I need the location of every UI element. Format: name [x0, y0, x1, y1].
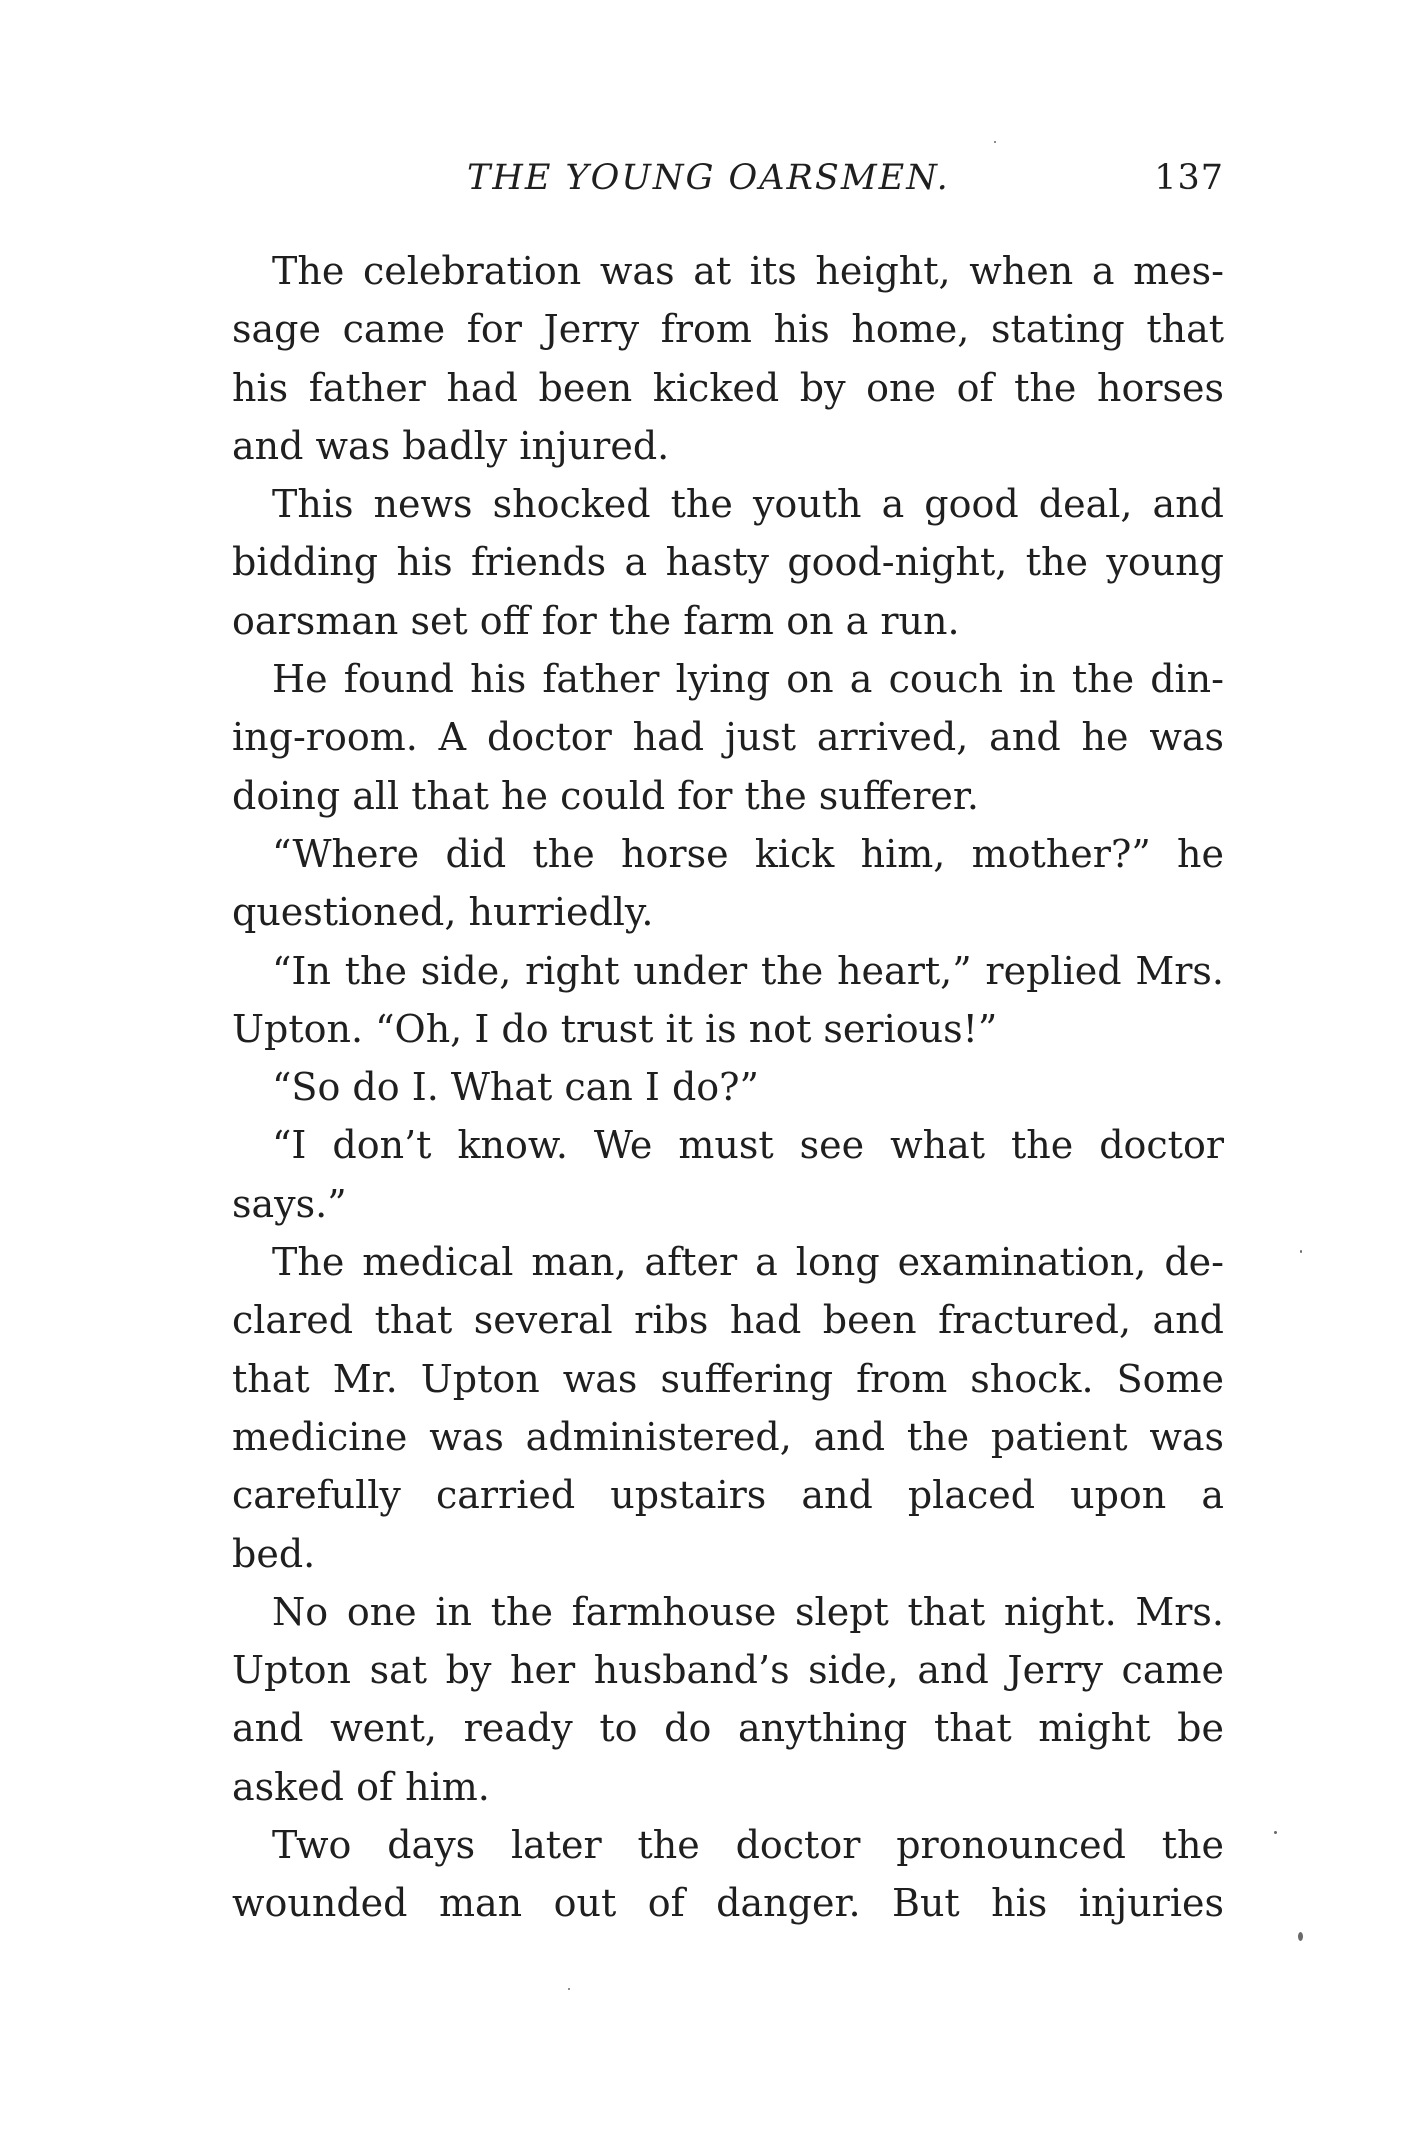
text-line: questioned, hurriedly.	[232, 890, 654, 935]
ink-speck	[1300, 1250, 1302, 1253]
text-line: This news shocked the youth a good deal, and	[272, 482, 1224, 527]
running-head	[232, 152, 1224, 204]
text-line: that Mr. Upton was suffering from shock. Some	[232, 1356, 1224, 1401]
body-text	[232, 242, 1224, 1933]
ink-speck	[568, 1988, 570, 1990]
text-line: bed.	[232, 1531, 316, 1576]
ink-speck	[1274, 1831, 1277, 1834]
text-line: asked of him.	[232, 1764, 490, 1809]
text-line: his father had been kicked by one of the horses	[232, 365, 1224, 410]
text-line: doing all that he could for the sufferer.	[232, 773, 979, 818]
text-line: “Where did the horse kick him, mother?” he	[272, 831, 1224, 876]
text-line: “In the side, right under the heart,” replied Mrs.	[272, 948, 1224, 993]
text-line: “I don’t know. We must see what the doctor	[272, 1123, 1224, 1168]
text-line: carefully carried upstairs and placed upon a	[232, 1473, 1224, 1518]
page-number: 137	[1154, 158, 1224, 198]
text-line: oarsman set off for the farm on a run.	[232, 598, 960, 643]
text-line: clared that several ribs had been fractured, and	[232, 1298, 1224, 1343]
text-line: and went, ready to do anything that might be	[232, 1706, 1224, 1751]
text-line: “So do I. What can I do?”	[272, 1065, 759, 1110]
text-line: ing-room. A doctor had just arrived, and he was	[232, 715, 1224, 760]
text-line: Two days later the doctor pronounced the	[272, 1823, 1224, 1868]
text-line: Upton sat by her husband’s side, and Jerry came	[232, 1648, 1224, 1693]
text-line: No one in the farmhouse slept that night. Mrs.	[272, 1589, 1224, 1634]
text-line: wounded man out of danger. But his injuries	[232, 1881, 1224, 1926]
text-line: bidding his friends a hasty good-night, the young	[232, 540, 1224, 585]
text-line: says.”	[232, 1181, 347, 1226]
text-line: medicine was administered, and the patient was	[232, 1414, 1224, 1459]
ink-speck	[1298, 1932, 1303, 1941]
running-title: THE YOUNG OARSMEN.	[467, 158, 950, 198]
text-line: Upton. “Oh, I do trust it is not serious!”	[232, 1006, 998, 1051]
ink-speck	[994, 141, 996, 143]
text-line: and was badly injured.	[232, 423, 670, 468]
text-line: The celebration was at its height, when a mes-	[272, 249, 1224, 293]
text-line: The medical man, after a long examination, de-	[272, 1240, 1224, 1285]
text-line: sage came for Jerry from his home, stating that	[232, 307, 1224, 352]
text-line: He found his father lying on a couch in the din-	[272, 657, 1224, 702]
